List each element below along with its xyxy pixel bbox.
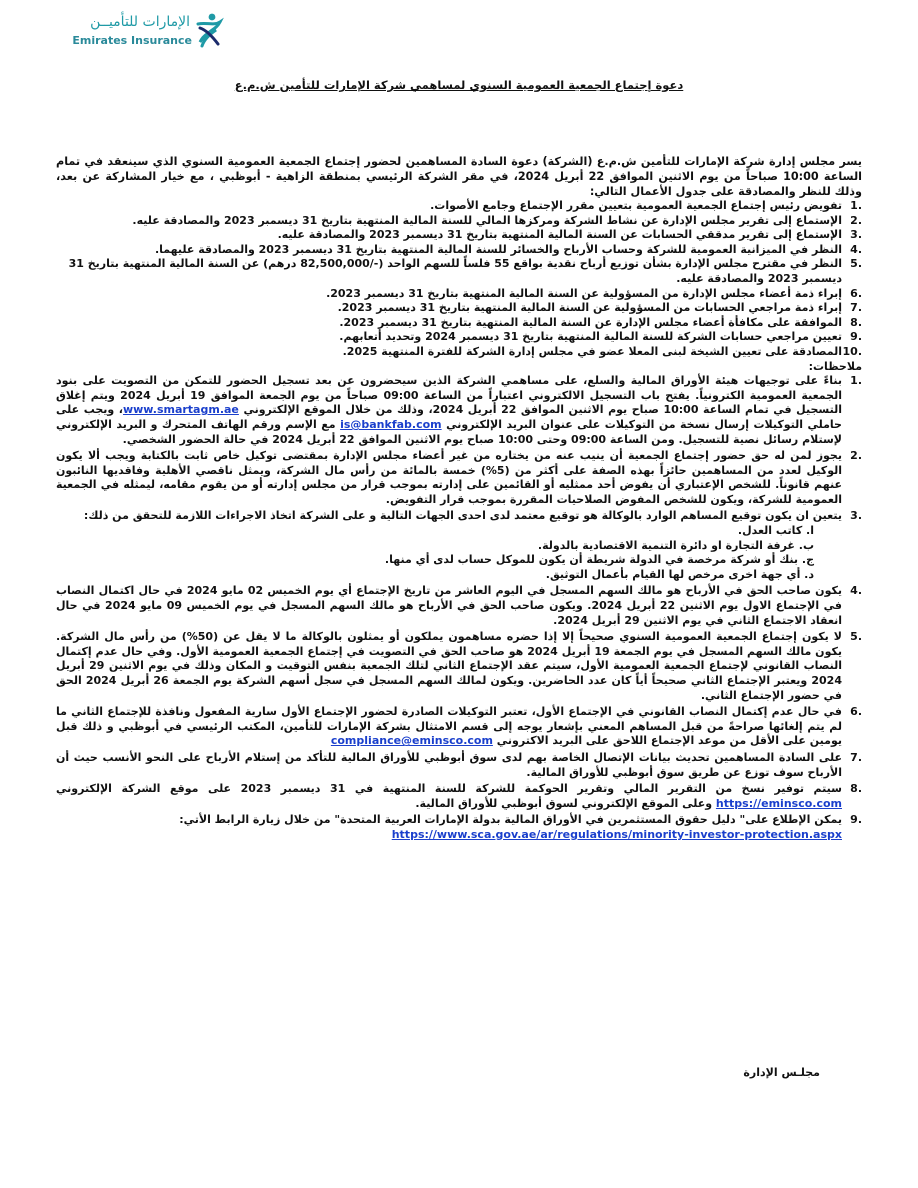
agenda-item: [56, 199, 862, 214]
agenda-text: الموافقة على مكافأة أعضاء مجلس الإدارة عن السنة المالية المنتهية بتاريخ 31 ديسمبر 2023.: [339, 315, 842, 329]
note-number: .7: [850, 750, 862, 764]
note-subitem: ب. غرفة التجارة او دائرة التنمية الاقتصادية بالدولة.: [537, 538, 814, 552]
agenda-item: [56, 257, 862, 286]
smartagm-link[interactable]: www.smartagm.ae: [122, 403, 239, 417]
agenda-number: .7: [850, 301, 862, 315]
sca-link-line: [56, 828, 842, 843]
agenda-item: [56, 287, 862, 302]
note-number: .6: [850, 705, 862, 719]
agenda-text: الإستماع إلى تقرير مجلس الإدارة عن نشاط الشركة ومركزها المالي للسنة المالية المنتهية بتاريخ 31 ديسمبر 2023 والمصادقة عليه.: [132, 213, 842, 227]
note-text: وعلى الموقع الإلكتروني لسوق أبوظبي للأوراق المالية.: [415, 796, 713, 810]
agenda-text: إبراء ذمة مراجعي الحسابات من المسؤولية عن السنة المالية المنتهية بتاريخ 31 ديسمبر 2023.: [337, 301, 842, 315]
note-text: يكون صاحب الحق في الأرباح هو مالك السهم المسجل في اليوم العاشر من تاريخ الإجتماع أي يوم الخميس 02 مايو 2024 في حال اكتمال النصاب في الإجتماع الاول يوم الاثنين 22 أبريل 2024. ويكون صاحب الحق في الأرباح هو مالك السهم المسجل في يوم الخميس 09 مايو 2024 في حال انعقاد الاجتماع الثاني في يوم الاثنين 29 أبريل 2024.: [56, 584, 843, 627]
note-number: .8: [850, 782, 862, 796]
agenda-item: [56, 301, 862, 316]
agenda-list: [56, 199, 862, 360]
note-text: يمكن الإطلاع على" دليل حقوق المستثمرين في الأوراق المالية بدولة الإمارات العربية المتحدة" من خلال زيارة الرابط الأتي:: [179, 813, 842, 827]
note-text: بناءً على توجيهات هيئة الأوراق المالية والسلع، على مساهمي الشركة الذين سيحضرون عن بعد تسجيل الحضور للتمكن من التصويت على بنود الجمعية العمومية الكترونياً. يفتح باب التسجيل الالكتروني اعتباراً من الساعة 09:00 صباحاً من يوم الجمعة الموافق 19 أبريل 2024 ويتم إغلاق التسجيل في تمام الساعة 10:00 صباح يوم الاثنين الموافق 22 أبريل 2024، وذلك من خلال الموقع الإلكتروني: [56, 374, 843, 417]
document-title: دعوة إجتماع الجمعية العمومية السنوي لمساهمي شركة الإمارات للتأمين ش.م.ع: [234, 78, 684, 92]
agenda-number: .8: [850, 315, 862, 329]
agenda-item: [56, 316, 862, 331]
note-text: يتعين ان يكون توقيع المساهم الوارد بالوكالة هو توقيع معتمد لدى احدى الجهات التالية و على الشركة اتخاذ الاجراءات اللازمة للتحقق من ذلك:: [83, 509, 842, 523]
logo-arabic-text: الإمارات للتأميــن: [90, 14, 190, 30]
company-logo: [34, 12, 224, 48]
note-text: ، ويجب على حاملي التوكيلات إرسال نسخة من التوكيلات على عنوان البريد الإلكتروني: [56, 403, 842, 431]
note-item: [56, 630, 862, 703]
note-number: .1: [850, 374, 862, 388]
notes-list: [56, 374, 862, 842]
agenda-number: .1: [850, 199, 862, 212]
agenda-text: إبراء ذمة أعضاء مجلس الإدارة من المسؤولية عن السنة المالية المنتهية بتاريخ 31 ديسمبر 2023.: [326, 286, 842, 300]
sca-investor-protection-link[interactable]: https://www.sca.gov.ae/ar/regulations/minority-investor-protection.aspx: [391, 827, 842, 841]
note-item: [56, 449, 862, 507]
agenda-number: .2: [850, 213, 862, 227]
agenda-text: النظر في مقترح مجلس الإدارة بشأن توزيع أرباح نقدية بواقع 55 فلساً للسهم الواحد (-/82,500,000 درهم) عن السنة المالية المنتهية بتاريخ 31 ديسمبر 2023 والمصادقة عليه.: [68, 257, 842, 285]
agenda-text: الإستماع إلى تقرير مدققي الحسابات عن السنة المالية المنتهية بتاريخ 31 ديسمبر 2023 والمصادقة عليه.: [277, 228, 842, 242]
note-number: .4: [850, 584, 862, 598]
agenda-number: .10: [842, 344, 862, 358]
note-item: [56, 782, 862, 811]
agenda-number: .3: [850, 228, 862, 242]
agenda-number: .6: [850, 286, 862, 300]
board-signature: مجلـس الإدارة: [743, 1066, 820, 1079]
notes-heading: ملاحظات:: [808, 359, 862, 373]
intro-paragraph: يسر مجلس إدارة شركة الإمارات للتأمين ش.م.ع (الشركة) دعوة السادة المساهمين لحضور إجتماع الجمعية العمومية السنوي الذي سينعقد في تمام الساعة 10:00 صباحاً من يوم الاثنين الموافق 22 أبريل 2024، في مقر الشركة الرئيسي بمنطقة الزاهية - أبوظبي ، مع خيار المشاركة عن بعد، وذلك للنظر والمصادقة على جدول الأعمال التالي:: [56, 155, 862, 198]
agenda-number: .4: [850, 242, 862, 256]
agenda-item: [56, 228, 862, 243]
note-item: [56, 374, 862, 447]
agenda-text: تفويض رئيس إجتماع الجمعية العمومية بتعيين مقرر الإجتماع وجامع الأصوات.: [430, 199, 842, 212]
logo-english-text: Emirates Insurance: [72, 34, 192, 47]
note-number: .2: [850, 449, 862, 463]
note-text: في حال عدم إكتمال النصاب القانوني في الإجتماع الأول، تعتبر التوكيلات الصادرة لحضور الإجتماع الأول سارية المفعول ونافذة للإجتماع الثاني ما لم يتم إلغائها صراحةً من قبل المساهم المعني بإشعار يوجه إلى قسم الامتثال بشركة الإمارات للتأمين، المكتب الرئيسي في أبوظبي و ذلك قبل يومين على الأقل من موعد الإجتماع اللاحق على البريد الاكتروني: [56, 705, 842, 748]
note-subitem: ا. كاتب العدل.: [737, 524, 814, 538]
registration-email-link[interactable]: is@bankfab.com: [340, 417, 442, 431]
compliance-email-link[interactable]: compliance@eminsco.com: [330, 734, 493, 748]
agenda-text: المصادقة على تعيين الشيخة لبنى المعلا عضو في مجلس إدارة الشركة للفترة المنتهية 2025.: [342, 344, 842, 358]
agenda-item: [56, 243, 862, 258]
agenda-text: النظر في الميزانية العمومية للشركة وحساب الأرباح والخسائر للسنة المالية المنتهية بتاريخ 31 ديسمبر 2023 والمصادقة عليهما.: [154, 242, 842, 256]
agenda-number: .5: [850, 257, 862, 271]
note-text: مع الإسم ورقم الهاتف المتحرك و البريد الإلكتروني لإستلام رسائل نصية للتسجيل. ومن الساعة 09:00 وحتى 10:00 صباح يوم الاثنين الموافق 22 أبريل 2024 في حالة الحضور الشخصي.: [56, 417, 842, 446]
note-text: سيتم توفير نسخ من التقرير المالي وتقرير الحوكمة للشركة للسنة المنتهية في 31 ديسمبر 2023 على موقع الشركة الإلكتروني: [56, 782, 842, 796]
note-item: [56, 751, 862, 780]
note-subitem: ج. بنك أو شركة مرخصة في الدولة شريطة أن يكون للموكل حساب لدى أي منها.: [384, 553, 814, 567]
agenda-text: تعيين مراجعي حسابات الشركة للسنة المالية المنتهية بتاريخ 31 ديسمبر 2024 وتحديد أتعابهم.: [339, 330, 842, 344]
agenda-item: [56, 345, 862, 360]
note-text: على السادة المساهمين تحديث بيانات الإتصال الخاصة بهم لدى سوق أبوظبي للأوراق المالية للتأكد من إستلام الأرباح على النحو الأنسب حيث أن الأرباح سوف توزع عن طريق سوق أبوظبي للأوراق المالية.: [56, 750, 842, 779]
note-number: .9: [850, 813, 862, 827]
note-subitem: د. أي جهة اخرى مرخص لها القيام بأعمال التوثيق.: [545, 567, 814, 581]
agenda-item: [56, 330, 862, 345]
note-item: [56, 509, 862, 582]
emirates-insurance-logo-icon: [194, 12, 224, 48]
agenda-item: [56, 214, 862, 229]
note-number: .3: [850, 509, 862, 523]
note-item: [56, 584, 862, 628]
company-website-link[interactable]: https://eminsco.com: [715, 796, 842, 810]
note-number: .5: [850, 630, 862, 644]
agenda-number: .9: [850, 330, 862, 344]
note-text: لا يكون إجتماع الجمعية العمومية السنوي صحيحاً إلا إذا حضره مساهمون يملكون أو يمثلون بالوكالة ما لا يقل عن (50%) من رأس مال الشركة. يكون مالك السهم المسجل في يوم الجمعة 19 أبريل 2024 هو صاحب الحق في التصويت في إجتماع الجمعية العمومية الأول. وفي حال عدم إكتمال النصاب القانوني لإجتماع الجمعية العمومية الأول، سيتم عقد الإجتماع الثاني لتلك الجمعية بنفس التوقيت و المكان وذلك في يوم الاثنين 29 أبريل 2024 ويعتبر الإجتماع الثاني صحيحاً أياً كان عدد الحاضرين. ويكون لمالك السهم المسجل في سجل أسهم الشركة يوم الجمعة 26 أبريل 2024 الحق في حضور الإجتماع الثاني.: [56, 630, 842, 702]
note-item: [56, 813, 862, 842]
note-text: يجوز لمن له حق حضور إجتماع الجمعية أن ينيب عنه من يختاره من غير أعضاء مجلس الإدارة بمقتضى توكيل خاص ثابت بالكتابة ويجب ألا يكون الوكيل لعدد من المساهمين حائزاً بهذه الصفة على أكثر من (5%) خمسة بالمائة من رأس مال الشركة، ويمثل ناقصي الأهلية وفاقديها النائبون عنهم قانوناً. للشخص الإعتباري أن يفوض أحد ممثليه أو القائمين على إدارته بموجب قرار من مجلس إدارته أو من يقوم مقامه، ليمثله في الجمعية العمومية للشركة، ويكون للشخص المفوض الصلاحيات المقررة بموجب قرار التفويض.: [56, 449, 842, 506]
note-item: [56, 705, 862, 749]
invitation-document: [56, 78, 862, 845]
